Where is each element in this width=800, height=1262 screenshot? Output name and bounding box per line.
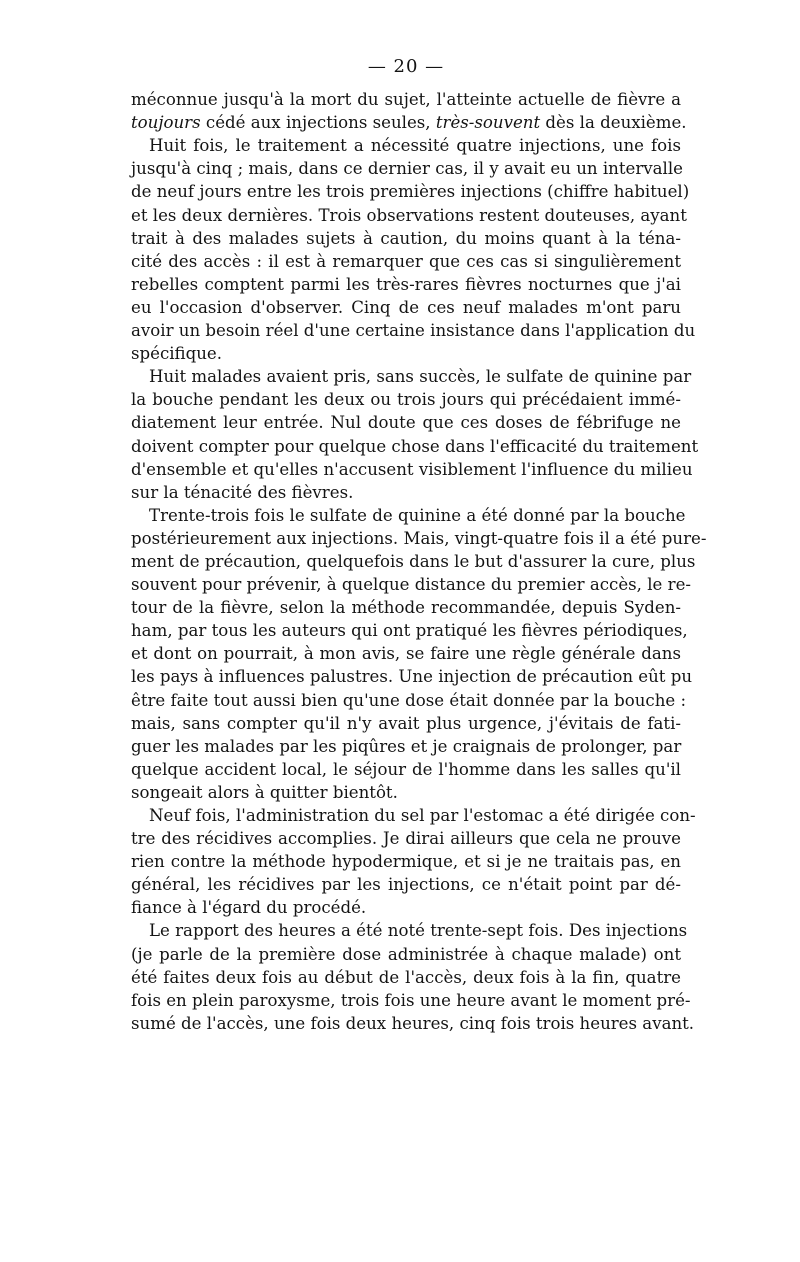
text-line: Huit fois, le traitement a nécessité quatre injections, une fois bbox=[149, 136, 681, 156]
text-line: général, les récidives par les injections, ce n'était point par dé- bbox=[131, 875, 681, 895]
text-line: méconnue jusqu'à la mort du sujet, l'atteinte actuelle de fièvre a bbox=[131, 90, 681, 110]
text-line: d'ensemble et qu'elles n'accusent visiblement l'influence du milieu bbox=[131, 459, 693, 479]
text-line: tre des récidives accomplies. Je dirai ailleurs que cela ne prouve bbox=[131, 829, 681, 849]
text-line: ham, par tous les auteurs qui ont pratiqué les fièvres périodiques, bbox=[131, 621, 688, 641]
text-line: avoir un besoin réel d'une certaine insistance dans l'application du bbox=[131, 321, 696, 341]
text-line: fiance à l'égard du procédé. bbox=[131, 898, 367, 918]
text-line: ment de précaution, quelquefois dans le but d'assurer la cure, plus bbox=[131, 551, 696, 571]
body-text bbox=[131, 88, 707, 1035]
paragraph bbox=[131, 365, 699, 504]
paragraph bbox=[131, 134, 696, 365]
text-line: mais, sans compter qu'il n'y avait plus urgence, j'évitais de fati- bbox=[131, 713, 681, 733]
text-line: eu l'occasion d'observer. Cinq de ces neuf malades m'ont paru bbox=[131, 297, 681, 317]
paragraph bbox=[131, 919, 695, 1034]
text-line: diatement leur entrée. Nul doute que ces doses de fébrifuge ne bbox=[131, 413, 681, 433]
paragraph bbox=[131, 88, 687, 134]
text-line: les pays à influences palustres. Une injection de précaution eût pu bbox=[131, 667, 693, 687]
text-line: toujours cédé aux injections seules, très-souvent dès la deuxième. bbox=[131, 113, 687, 133]
text-line: postérieurement aux injections. Mais, vingt-quatre fois il a été pure- bbox=[131, 528, 707, 548]
text-line: souvent pour prévenir, à quelque distance du premier accès, le re- bbox=[131, 575, 691, 595]
text-line: rien contre la méthode hypodermique, et si je ne traitais pas, en bbox=[131, 852, 681, 872]
text-line: la bouche pendant les deux ou trois jours qui précédaient immé- bbox=[131, 390, 681, 410]
text-line: de neuf jours entre les trois premières injections (chiffre habituel) bbox=[131, 182, 690, 202]
text-line: rebelles comptent parmi les très-rares fièvres nocturnes que j'ai bbox=[131, 274, 681, 294]
book-page bbox=[131, 55, 707, 1035]
text-line: tour de la fièvre, selon la méthode recommandée, depuis Syden- bbox=[131, 598, 681, 618]
text-line: (je parle de la première dose administrée à chaque malade) ont bbox=[131, 944, 681, 964]
text-line: sur la ténacité des fièvres. bbox=[131, 482, 354, 502]
text-line: spécifique. bbox=[131, 344, 223, 364]
text-line: été faites deux fois au début de l'accès, deux fois à la fin, quatre bbox=[131, 967, 681, 987]
text-line: cité des accès : il est à remarquer que ces cas si singulièrement bbox=[131, 251, 681, 271]
paragraph bbox=[131, 804, 696, 919]
text-line: et dont on pourrait, à mon avis, se faire une règle générale dans bbox=[131, 644, 681, 664]
text-line: fois en plein paroxysme, trois fois une heure avant le moment pré- bbox=[131, 990, 691, 1010]
text-line: Le rapport des heures a été noté trente-sept fois. Des injections bbox=[149, 921, 688, 941]
text-line: et les deux dernières. Trois observations restent douteuses, ayant bbox=[131, 205, 687, 225]
text-line: Trente-trois fois le sulfate de quinine a été donné par la bouche bbox=[149, 505, 686, 525]
page-number: — 20 — bbox=[367, 56, 445, 77]
text-line: sumé de l'accès, une fois deux heures, cinq fois trois heures avant. bbox=[131, 1013, 695, 1033]
text-line: songeait alors à quitter bientôt. bbox=[131, 782, 398, 802]
text-line: guer les malades par les piqûres et je craignais de prolonger, par bbox=[131, 736, 682, 756]
text-line: doivent compter pour quelque chose dans l'efficacité du traitement bbox=[131, 436, 699, 456]
paragraph bbox=[131, 504, 707, 804]
text-line: Neuf fois, l'administration du sel par l'estomac a été dirigée con- bbox=[149, 806, 696, 825]
text-line: être faite tout aussi bien qu'une dose était donnée par la bouche : bbox=[131, 690, 687, 710]
text-line: trait à des malades sujets à caution, du moins quant à la téna- bbox=[131, 228, 681, 248]
text-line: quelque accident local, le séjour de l'homme dans les salles qu'il bbox=[131, 759, 681, 779]
text-line: Huit malades avaient pris, sans succès, le sulfate de quinine par bbox=[149, 367, 692, 387]
text-line: jusqu'à cinq ; mais, dans ce dernier cas, il y avait eu un intervalle bbox=[131, 159, 683, 179]
